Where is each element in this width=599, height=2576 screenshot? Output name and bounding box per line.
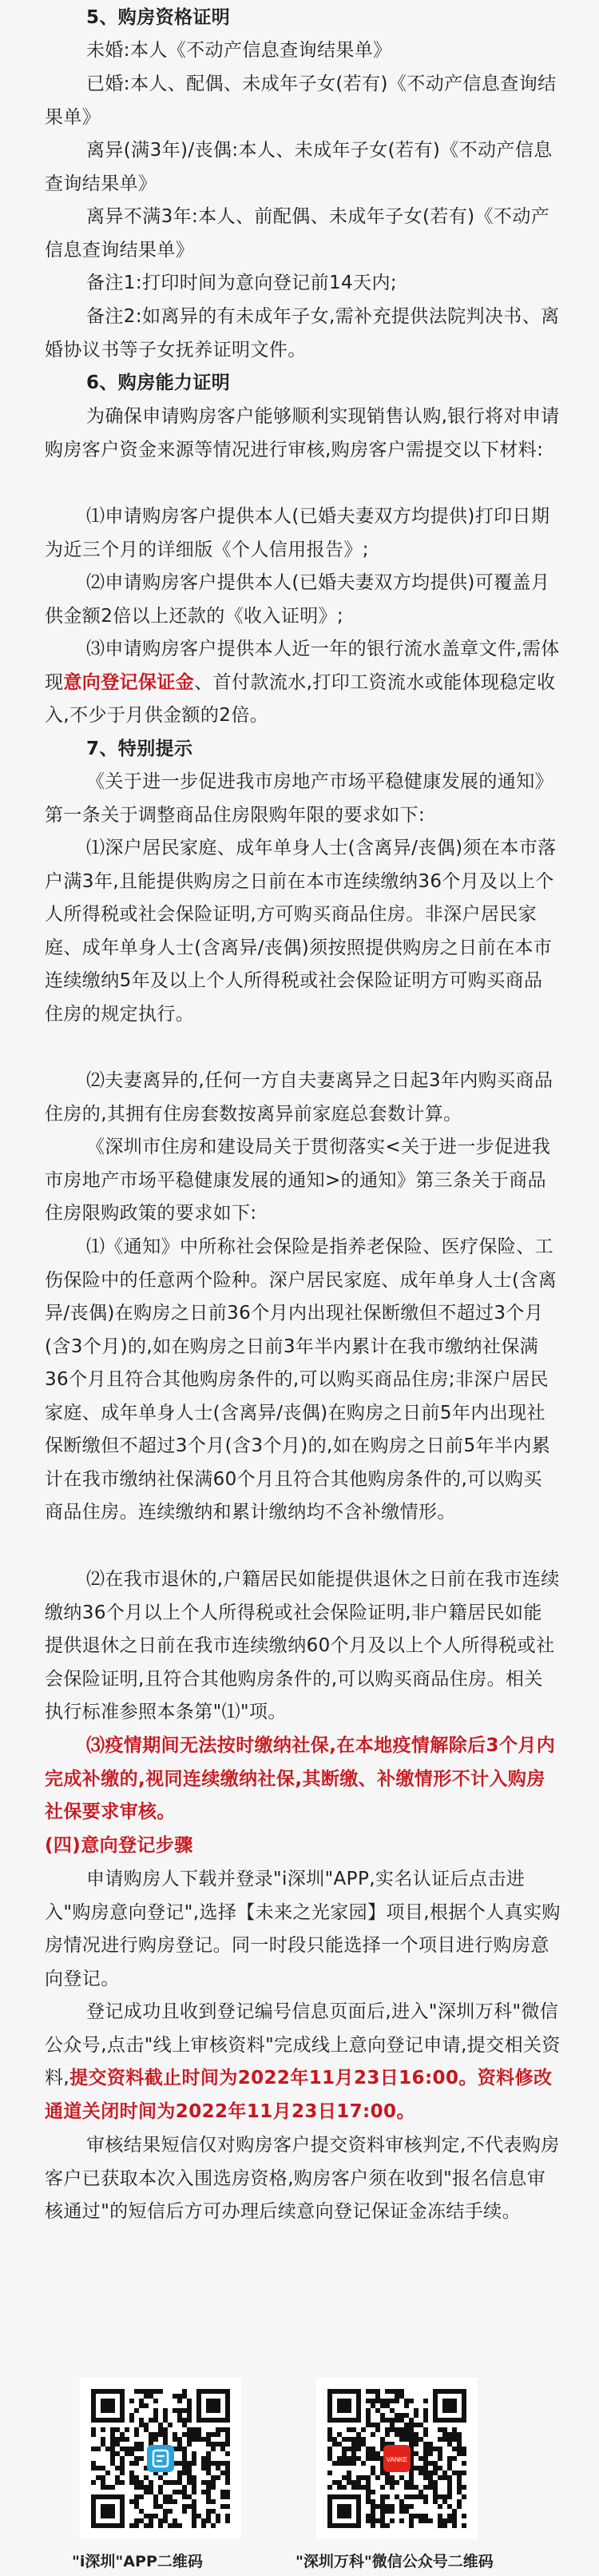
section-6-item-3-text-b: 、首付款流水,打印工资流水或能体现稳定收入,不少于月供金额的2倍。 [45,671,556,726]
i-shenzhen-logo-glyph [147,2445,174,2472]
section-5-divorced-3y: 离异(满3年)/丧偶:本人、未成年子女(若有)《不动产信息查询结果单》 [45,140,553,194]
deposit-highlight: 意向登记保证金 [63,671,195,693]
section-7-notice-intro: 《关于进一步促进我市房地产市场平稳健康发展的通知》第一条关于调整商品住房限购年限的要求如下: [45,771,553,826]
i-shenzhen-qr-code[interactable] [80,2378,241,2539]
section-6-heading: 6、购房能力证明 [86,372,231,393]
section-5-unmarried: 未婚:本人《不动产信息查询结果单》 [86,40,392,61]
section-6-intro: 为确保申请购房客户能够顺利实现销售认购,银行将对申请购房客户资金来源等情况进行审核,购房客户需提交以下材料: [45,406,560,460]
vanke-wechat-qr-code[interactable] [316,2378,478,2539]
section-5-heading: 5、购房资格证明 [86,7,231,28]
section-7-heading: 7、特别提示 [86,739,193,759]
section-4-step-3: 审核结果短信仅对购房客户提交资料审核判定,不代表购房客户已获取本次入围选房资格,购房客户须在收到"报名信息审核通过"的短信后方可办理后续意向登记保证金冻结手续。 [45,2135,560,2222]
vanke-qr-caption: "深圳万科"微信公众号二维码 [296,2553,494,2570]
section-7-bureau-intro: 《深圳市住房和建设局关于贯彻落实<关于进一步促进我市房地产市场平稳健康发展的通知>的通知》第三条关于商品住房限购政策的要求如下: [45,1137,551,1224]
section-5-married: 已婚:本人、配偶、未成年子女(若有)《不动产信息查询结果单》 [45,74,557,128]
vanke-logo-icon [383,2445,411,2472]
section-5-divorced-lt3y: 离异不满3年:本人、前配偶、未成年子女(若有)《不动产信息查询结果单》 [45,206,550,261]
deadline-highlight: 提交资料截止时间为2022年11月23日16:00。资料修改通道关闭时间为2022年11月23日17:00。 [45,2068,553,2122]
section-4-step-2-text: 登记成功且收到登记编号信息页面后,进入"深圳万科"微信公众号,点击"线上审核资料"完成线上意向登记申请,提交相关资料, [45,2001,561,2088]
section-6-item-3 [45,633,561,733]
i-shenzhen-logo-icon [147,2445,174,2472]
i-shenzhen-qr-caption: "i深圳"APP二维码 [72,2553,203,2570]
section-4-step-2 [45,1996,561,2128]
section-5-note-2: 备注2:如离异的有未成年子女,需补充提供法院判决书、离婚协议书等子女抚养证明文件。 [45,306,560,360]
section-6-item-3-text-a: ⑶申请购房客户提供本人近一年的银行流水盖章文件,需体现 [45,639,560,693]
section-7-epidemic-note: ⑶疫情期间无法按时缴纳社保,在本地疫情解除后3个月内完成补缴的,视同连续缴纳社保,其断缴、补缴情形不计入购房社保要求审核。 [45,1735,556,1822]
section-7-social-insurance: ⑴《通知》中所称社会保险是指养老保险、医疗保险、工伤保险中的任意两个险种。深户居民家庭、成年单身人士(含离异/丧偶)在购房之日前36个月内出现社保断缴但不超过3个月(含3个月)的,如在购房之日前3年半内累计在我市缴纳社保满36个月且符合其他购房条件的,可以购买商品住房;非深户居民家庭、成年单身人士(含离异/丧偶)在购房之日前5年内出现社保断缴但不超过3个月(含3个月)的,如在购房之日前5年半内累计在我市缴纳社保满60个月且符合其他购房条件的,可以购买商品住房。连续缴纳和累计缴纳均不含补缴情形。 [45,1236,557,1523]
section-7-rule-2: ⑵夫妻离异的,任何一方自夫妻离异之日起3年内购买商品住房的,其拥有住房套数按离异前家庭总套数计算。 [45,1070,553,1125]
section-5-note-1: 备注1:打印时间为意向登记前14天内; [86,273,397,293]
section-6-item-1: ⑴申请购房客户提供本人(已婚夫妻双方均提供)打印日期为近三个月的详细版《个人信用报告》; [45,506,550,560]
svg-text:VANKE: VANKE [386,2456,408,2463]
section-4-step-1: 申请购房人下载并登录"i深圳"APP,实名认证后点击进入"购房意向登记",选择【未来之光家园】项目,根据个人真实购房情况进行购房登记。同一时段只能选择一个项目进行购房意向登记。 [45,1869,561,1989]
section-7-retired: ⑵在我市退休的,户籍居民如能提供退休之日前在我市连续缴纳36个月以上个人所得税或社会保险证明,非户籍居民如能提供退休之日前在我市连续缴纳60个月及以上个人所得税或社会保险证明,且符合其他购房条件的,可以购买商品住房。相关执行标准参照本条第"⑴"项。 [45,1569,560,1722]
section-4-heading: (四)意向登记步骤 [45,1835,193,1856]
vanke-logo-glyph [383,2445,411,2472]
section-7-rule-1: ⑴深户居民家庭、成年单身人士(含离异/丧偶)须在本市落户满3年,且能提供购房之日前在本市连续缴纳36个月及以上个人所得税或社会保险证明,方可购买商品住房。非深户居民家庭、成年单身人士(含离异/丧偶)须按照提供购房之日前在本市连续缴纳5年及以上个人所得税或社会保险证明方可购买商品住房的规定执行。 [45,838,557,1025]
section-6-item-2: ⑵申请购房客户提供本人(已婚夫妻双方均提供)可覆盖月供金额2倍以上还款的《收入证明》; [45,572,550,627]
